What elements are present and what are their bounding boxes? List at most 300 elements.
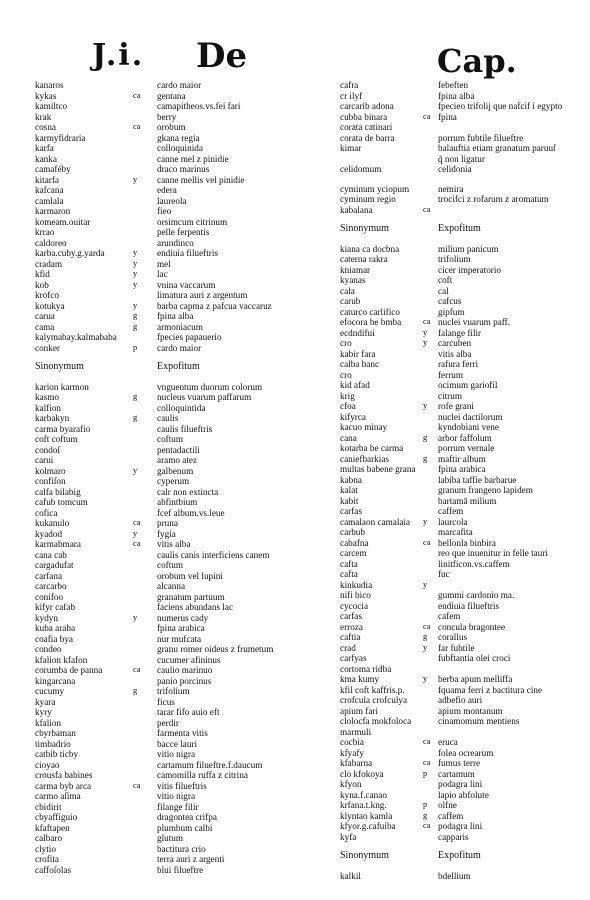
explanation-term: berba apum melliffa xyxy=(438,674,513,684)
header-left: J.i. xyxy=(92,38,145,73)
list-item xyxy=(35,550,315,561)
language-mark: y xyxy=(423,338,428,347)
right-column xyxy=(340,80,580,881)
list-item xyxy=(340,871,580,882)
list-item xyxy=(35,101,315,112)
explanation-term: granum frangeno lapidem xyxy=(438,485,533,495)
list-item xyxy=(340,205,580,216)
list-item xyxy=(35,403,315,414)
explanation-term: vitis alba xyxy=(157,539,191,549)
explanation-term: fquama ferri z bactitura cine xyxy=(438,684,543,695)
list-item xyxy=(340,590,580,601)
synonym-term: camaféby xyxy=(35,164,71,174)
language-mark: g xyxy=(133,413,138,422)
list-item xyxy=(340,194,580,205)
language-mark: y xyxy=(423,674,428,683)
list-item xyxy=(340,559,580,570)
explanation-term: apium montanum xyxy=(438,705,503,716)
explanation-term: corallus xyxy=(438,632,468,642)
explanation-term: canne mellis vel pinidie xyxy=(157,174,245,185)
language-mark: p xyxy=(423,768,428,778)
explanation-term: camomilla ruffa z citrina xyxy=(157,770,248,780)
synonym-term: cafub tomcum xyxy=(35,497,88,507)
synonym-term: camalaon camalaia xyxy=(340,516,411,527)
synonym-term: carui xyxy=(35,455,54,465)
synonym-term: cargadufat xyxy=(35,560,74,570)
explanation-term: fpina arabica xyxy=(157,623,205,633)
explanation-term: fpina arabica xyxy=(438,464,486,474)
explanation-term: draco marinus xyxy=(157,164,210,174)
synonym-term: kfyon xyxy=(340,779,362,789)
explanation-term: bdellium xyxy=(438,870,471,881)
explanation-term: orobum vel lupini xyxy=(157,570,223,581)
language-mark: g xyxy=(133,392,138,401)
explanation-term: nur mufcata xyxy=(157,633,202,644)
explanation-term: vitio nigra xyxy=(157,749,196,759)
list-item xyxy=(340,811,580,822)
synonym-term: kotarba be carma xyxy=(340,443,404,453)
explanation-term: porrum fubtile filueftre xyxy=(438,132,524,143)
synonym-term: cbyaffiguio xyxy=(35,812,78,822)
language-mark: g xyxy=(423,432,428,442)
language-mark: ca xyxy=(133,122,141,131)
list-item xyxy=(35,455,315,466)
explanation-term: concula bragontee xyxy=(438,621,506,632)
synonym-term: cycocia xyxy=(340,600,369,611)
synonym-term: cr ilyf xyxy=(340,90,363,101)
synonym-term: kydyn xyxy=(35,612,58,623)
synonym-term: corata de barra xyxy=(340,132,395,143)
synonym-term: krig xyxy=(340,390,355,401)
synonym-term: cyminum yciopum xyxy=(340,183,410,194)
list-item xyxy=(340,433,580,444)
language-mark: g xyxy=(423,453,428,463)
list-item xyxy=(35,655,315,666)
synonym-term: kfabarna xyxy=(340,758,373,768)
synonym-term: krfana.t.kng. xyxy=(340,800,387,810)
explanation-term: gkana regia xyxy=(157,132,200,143)
list-item xyxy=(340,727,580,738)
section-gap xyxy=(340,862,580,871)
list-item xyxy=(340,832,580,843)
explanation-term: colloquintida xyxy=(157,402,206,413)
list-item xyxy=(35,518,315,529)
list-item xyxy=(340,685,580,696)
explanation-term: capparis xyxy=(438,831,469,842)
language-mark: ca xyxy=(423,317,431,326)
synonym-term: carub xyxy=(340,296,361,306)
list-item xyxy=(35,133,315,144)
explanation-term: adbefio auri xyxy=(438,695,483,705)
explanation-term: cucumer afininus xyxy=(157,654,221,665)
list-item xyxy=(35,665,315,676)
language-mark: ca xyxy=(423,621,431,631)
synonym-term: kifyrca xyxy=(340,411,367,422)
synonym-term: Sinonymum xyxy=(35,361,84,372)
explanation-term: ferrum xyxy=(438,369,463,380)
synonym-term: kalkil xyxy=(340,870,361,881)
list-item xyxy=(35,581,315,592)
synonym-term: condoſ xyxy=(35,444,61,455)
list-item xyxy=(35,865,315,876)
explanation-term: terra auri z argenti xyxy=(157,854,225,864)
language-mark: ca xyxy=(133,539,141,548)
synonym-term: crofita xyxy=(35,854,59,864)
list-item xyxy=(35,248,315,259)
list-item xyxy=(340,422,580,433)
explanation-term: far fubtile xyxy=(438,642,475,653)
list-item xyxy=(35,487,315,498)
list-item xyxy=(35,269,315,280)
synonym-term: kukanulo xyxy=(35,518,70,528)
explanation-term: Expofitum xyxy=(438,223,481,234)
list-item xyxy=(340,622,580,633)
synonym-term: carcarbo xyxy=(35,581,67,591)
explanation-term: edera xyxy=(157,185,177,195)
synonym-term: carua xyxy=(35,311,55,321)
synonym-term: komeam.ouitar xyxy=(35,216,91,227)
language-mark: y xyxy=(423,579,428,589)
explanation-term: cafem xyxy=(438,611,461,621)
list-item xyxy=(35,823,315,834)
list-item xyxy=(35,392,315,403)
synonym-term: calba banc xyxy=(340,359,380,369)
section-gap xyxy=(340,175,580,184)
synonym-term: kinkudia xyxy=(340,579,373,590)
language-mark: y xyxy=(133,174,138,184)
list-item xyxy=(340,580,580,591)
explanation-term: endiuia filueftris xyxy=(438,600,499,611)
explanation-term: podagra lini xyxy=(438,821,483,831)
synonym-term: cocbia xyxy=(340,737,364,747)
list-item xyxy=(340,706,580,717)
synonym-term: carma byarafio xyxy=(35,423,91,434)
list-item xyxy=(35,91,315,102)
synonym-term: karfa xyxy=(35,143,54,153)
list-item xyxy=(35,476,315,487)
explanation-term: camapitheos.vs.fei fari xyxy=(157,101,241,111)
explanation-term: galbenum xyxy=(157,465,194,476)
synonym-term: Sinonymum xyxy=(340,223,389,234)
explanation-term: arundinco xyxy=(157,237,194,248)
explanation-term: dragontea crifpa xyxy=(157,812,217,822)
synonym-term: caniefbarkias xyxy=(340,453,389,464)
list-item xyxy=(340,91,580,102)
list-item xyxy=(35,497,315,508)
synonym-term: cosna xyxy=(35,122,56,132)
list-item xyxy=(35,112,315,123)
explanation-term: lapio abfolute xyxy=(438,789,489,800)
list-item xyxy=(340,821,580,832)
synonym-term: karba.cuby.g.yarda xyxy=(35,248,105,258)
synonym-term: caterna rakra xyxy=(340,254,388,264)
synonym-term: cafra xyxy=(340,80,359,90)
explanation-term: vitio nigra xyxy=(157,791,196,801)
synonym-term: kacuo minay xyxy=(340,422,388,432)
explanation-term: laureola xyxy=(157,195,187,206)
list-item xyxy=(340,164,580,175)
synonym-term: carfas xyxy=(340,506,362,516)
explanation-term: caulis canis interficiens canem xyxy=(157,549,270,560)
explanation-term: fcef album.vs.leue xyxy=(157,507,225,518)
language-mark: y xyxy=(133,258,138,268)
explanation-term: limatura auri z argentum xyxy=(157,290,248,300)
synonym-term: karmaron xyxy=(35,206,71,216)
list-item xyxy=(35,686,315,697)
synonym-term: kabna xyxy=(340,474,362,485)
language-mark: ca xyxy=(423,821,431,830)
synonym-term: kanaros xyxy=(35,80,64,90)
list-item xyxy=(340,401,580,412)
explanation-term: blui filueftre xyxy=(157,864,204,875)
explanation-term: balauftia etiam granatum paruuſ xyxy=(438,143,556,153)
explanation-term: bartamā milium xyxy=(438,495,497,506)
language-mark: y xyxy=(133,528,138,538)
synonym-term: nifi bico xyxy=(340,590,371,600)
explanation-term: q̃ non ligatur xyxy=(438,153,485,164)
list-item xyxy=(340,412,580,423)
explanation-term: fieo xyxy=(157,206,172,216)
synonym-term: kuba araba xyxy=(35,623,76,633)
explanation-term: pelle ferpentis xyxy=(157,227,210,237)
explanation-term: labiba taffie barbarue xyxy=(438,474,517,485)
synonym-term: ecdndifui xyxy=(340,327,375,338)
explanation-term: fumus terre xyxy=(438,758,481,768)
language-mark: p xyxy=(133,342,138,352)
explanation-term: farmenta vitis xyxy=(157,728,208,738)
synonym-term: calfa bilabig xyxy=(35,486,81,497)
language-mark: y xyxy=(133,248,138,257)
language-mark: ca xyxy=(423,758,431,767)
synonym-term: cucumy xyxy=(35,686,65,696)
list-item xyxy=(340,485,580,496)
explanation-term: gummi cardonio ma. xyxy=(438,590,515,600)
language-mark: ca xyxy=(423,111,431,121)
explanation-term: trocifci z rofarum z aromatum xyxy=(438,194,549,204)
synonym-term: kid afad xyxy=(340,380,370,390)
list-item xyxy=(340,496,580,507)
synonym-term: kabit xyxy=(340,495,359,506)
explanation-term: cal xyxy=(438,285,449,296)
language-mark: y xyxy=(133,300,138,310)
list-item xyxy=(35,259,315,270)
synonym-term: kyna.f.canao xyxy=(340,789,387,800)
synonym-term: kingarcana xyxy=(35,675,76,686)
list-item xyxy=(340,296,580,307)
synonym-term: confiſon xyxy=(35,476,66,486)
explanation-term: berry xyxy=(157,111,177,122)
explanation-term: faciens abundans lac xyxy=(157,602,234,612)
explanation-term: ficus xyxy=(157,696,175,707)
explanation-term: granatum partuum xyxy=(157,591,225,602)
synonym-term: kanka xyxy=(35,153,57,164)
explanation-term: tarar fifo auio eft xyxy=(157,707,220,717)
list-item xyxy=(35,676,315,687)
list-item xyxy=(35,781,315,792)
synonym-term: cfoa xyxy=(340,401,356,411)
synonym-term: carma byb arca xyxy=(35,780,92,791)
explanation-term: plumbum calbi xyxy=(157,822,213,833)
list-item xyxy=(35,529,315,540)
list-item xyxy=(35,238,315,249)
synonym-term: clo kfokoya xyxy=(340,768,384,779)
explanation-term: trifolium xyxy=(157,686,190,696)
explanation-term: vnina vaccarum xyxy=(157,279,216,290)
list-item xyxy=(35,613,315,624)
synonym-term: carcem xyxy=(340,548,367,558)
list-item xyxy=(340,758,580,769)
synonym-term: cofica xyxy=(35,507,58,518)
list-item xyxy=(35,812,315,823)
explanation-term: fpina alba xyxy=(157,311,194,321)
list-item xyxy=(340,716,580,727)
synonym-term: kob xyxy=(35,279,49,290)
list-item xyxy=(35,175,315,186)
explanation-term: olfne xyxy=(438,800,457,810)
synonym-term: kyadod xyxy=(35,528,63,539)
explanation-term: vitis filueftris xyxy=(157,780,207,791)
explanation-term: numerus cady xyxy=(157,612,209,623)
list-item xyxy=(35,217,315,228)
explanation-term: ocimum gariofil xyxy=(438,380,498,390)
list-item xyxy=(35,707,315,718)
list-item xyxy=(35,718,315,729)
synonym-term: kma kumy xyxy=(340,674,380,684)
language-mark: y xyxy=(133,269,138,278)
synonym-term: carfas xyxy=(340,611,362,621)
explanation-term: gipfum xyxy=(438,306,465,317)
list-item xyxy=(340,454,580,465)
explanation-term: porrum vernale xyxy=(438,443,495,453)
list-item xyxy=(340,154,580,165)
explanation-term: fpina alba xyxy=(438,90,475,101)
list-item xyxy=(35,445,315,456)
list-item xyxy=(340,527,580,538)
explanation-term: fpina xyxy=(438,111,457,122)
list-item xyxy=(35,739,315,750)
list-item xyxy=(340,307,580,318)
synonym-term: efocora be bmba xyxy=(340,317,402,327)
synonym-term: carfana xyxy=(35,570,63,581)
explanation-term: bellonla binbira xyxy=(438,537,496,548)
list-item xyxy=(340,769,580,780)
synonym-term: kfyor.g.cafuiba xyxy=(340,821,396,831)
synonym-term: kfaftapen xyxy=(35,822,70,833)
synonym-term: cama xyxy=(35,321,55,332)
synonym-term: cabafna xyxy=(340,537,369,548)
synonym-term: krrao xyxy=(35,227,55,237)
synonym-term: erroza xyxy=(340,621,363,632)
explanation-term: caulio marinuo xyxy=(157,665,213,675)
list-item xyxy=(35,802,315,813)
synonym-term: karmyfidraria xyxy=(35,132,86,143)
synonym-term: kfalion xyxy=(35,717,62,728)
synonym-term: timbadrio xyxy=(35,738,71,749)
explanation-term: cardo maior xyxy=(157,80,202,90)
explanation-term: fubftantia olei croci xyxy=(438,653,511,663)
explanation-term: marcafita xyxy=(438,527,473,537)
explanation-term: cafcus xyxy=(438,296,462,306)
list-item xyxy=(340,475,580,486)
synonym-term: coft coftum xyxy=(35,434,78,444)
language-mark: ca xyxy=(423,737,431,746)
explanation-term: armoniacum xyxy=(157,321,203,332)
language-mark: g xyxy=(423,810,428,820)
synonym-term: kifyr cafab xyxy=(35,602,76,612)
synonym-term: cro xyxy=(340,369,352,380)
list-item xyxy=(35,571,315,582)
explanation-term: trifolium xyxy=(438,254,471,264)
list-item xyxy=(35,644,315,655)
explanation-term: bactitura crio xyxy=(157,843,206,854)
language-mark: y xyxy=(423,401,428,410)
list-item xyxy=(340,338,580,349)
explanation-term: fuc xyxy=(438,569,450,579)
explanation-term: vitis alba xyxy=(438,348,472,359)
explanation-term: calr non extincta xyxy=(157,486,219,497)
synonym-term: catbib ticby xyxy=(35,749,79,759)
list-item xyxy=(35,343,315,354)
synonym-term: karbakyn xyxy=(35,413,70,423)
explanation-term: orsimcum citrinum xyxy=(157,216,228,227)
synonym-term: multas babene grana xyxy=(340,464,416,474)
synonym-term: cyminum regio xyxy=(340,194,396,204)
language-mark: g xyxy=(133,311,138,320)
explanation-term: falange filir xyxy=(438,327,482,338)
synonym-term: kyry xyxy=(35,707,52,717)
list-item xyxy=(340,643,580,654)
list-item xyxy=(340,244,580,255)
synonym-term: carcarib adona xyxy=(340,101,394,111)
explanation-term: colloquinida xyxy=(157,143,203,153)
explanation-term: alcanna xyxy=(157,581,186,591)
language-mark: y xyxy=(133,465,138,475)
synonym-term: karion karmon xyxy=(35,381,89,392)
synonym-term: caftia xyxy=(340,632,361,642)
explanation-term: kyndobiani vene xyxy=(438,422,499,432)
synonym-term: conifoo xyxy=(35,591,64,602)
list-item xyxy=(35,143,315,154)
list-item xyxy=(35,332,315,343)
list-item xyxy=(35,196,315,207)
synonym-term: kalat xyxy=(340,485,358,495)
explanation-term: cinamomum mentiens xyxy=(438,716,520,726)
explanation-term: glutum xyxy=(157,833,184,843)
synonym-term: krak xyxy=(35,111,52,122)
synonym-term: cana xyxy=(340,432,357,443)
explanation-term: granu romer oideus z frumetum xyxy=(157,644,274,654)
list-item xyxy=(35,227,315,238)
explanation-term: barba capma z pafcua vaccaruz xyxy=(157,300,272,311)
list-item xyxy=(340,370,580,381)
list-item xyxy=(35,508,315,519)
synonym-term: cbyrbaman xyxy=(35,728,76,738)
language-mark: y xyxy=(133,279,138,289)
explanation-term: vnguentum duorum colorum xyxy=(157,381,263,392)
synonym-term: apium fari xyxy=(340,705,379,716)
synonym-term: caldoreo xyxy=(35,237,67,248)
explanation-term: cyperum xyxy=(157,476,190,486)
list-item xyxy=(340,538,580,549)
list-item xyxy=(35,154,315,165)
list-item xyxy=(35,164,315,175)
explanation-term: cartamum filueftre.f.daucum xyxy=(157,759,263,770)
explanation-term: folea ocrearum xyxy=(438,747,494,758)
explanation-term: aramo atez xyxy=(157,455,198,465)
synonym-term: cro xyxy=(340,338,352,348)
section-header xyxy=(340,851,580,862)
list-item xyxy=(35,301,315,312)
